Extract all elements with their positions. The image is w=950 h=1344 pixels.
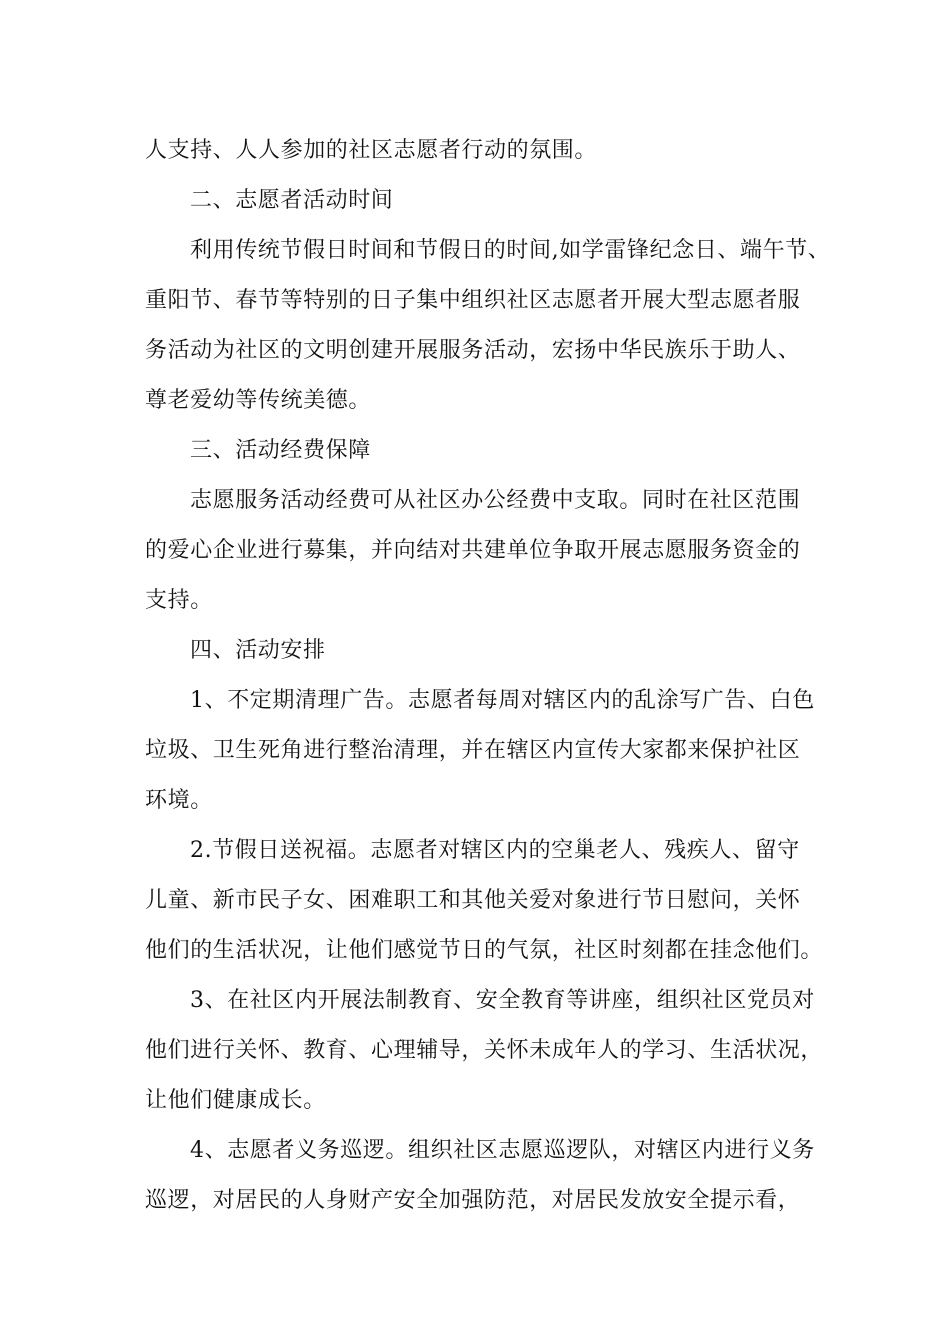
section-heading-arrangement: 四、活动安排 xyxy=(190,638,326,663)
text-line: 环境。 xyxy=(145,788,213,813)
text-line: 他们进行关怀、教育、心理辅导，关怀未成年人的学习、生活状况， xyxy=(145,1038,824,1063)
text-line: 重阳节、春节等特别的日子集中组织社区志愿者开展大型志愿者服 xyxy=(145,288,801,313)
text-line: 利用传统节假日时间和节假日的时间,如学雷锋纪念日、端午节、 xyxy=(190,238,831,263)
text-line: 3、在社区内开展法制教育、安全教育等讲座，组织社区党员对 xyxy=(190,988,815,1013)
text-line: 巡逻，对居民的人身财产安全加强防范，对居民发放安全提示看， xyxy=(145,1188,801,1213)
text-line: 2.节假日送祝福。志愿者对辖区内的空巢老人、残疾人、留守 xyxy=(190,838,800,863)
section-heading-time: 二、志愿者活动时间 xyxy=(190,188,394,213)
text-line: 垃圾、卫生死角进行整治清理，并在辖区内宣传大家都来保护社区 xyxy=(145,738,801,763)
text-line: 尊老爱幼等传统美德。 xyxy=(145,388,372,413)
text-line: 他们的生活状况，让他们感觉节日的气氛，社区时刻都在挂念他们。 xyxy=(145,938,824,963)
text-line: 志愿服务活动经费可从社区办公经费中支取。同时在社区范围 xyxy=(190,488,801,513)
text-line: 的爱心企业进行募集，并向结对共建单位争取开展志愿服务资金的 xyxy=(145,538,801,563)
text-line: 支持。 xyxy=(145,588,213,613)
text-line: 人支持、人人参加的社区志愿者行动的氛围。 xyxy=(145,138,598,163)
text-line: 务活动为社区的文明创建开展服务活动，宏扬中华民族乐于助人、 xyxy=(145,338,801,363)
text-line: 4、志愿者义务巡逻。组织社区志愿巡逻队，对辖区内进行义务 xyxy=(190,1138,815,1163)
text-line: 让他们健康成长。 xyxy=(145,1088,326,1113)
text-line: 1、不定期清理广告。志愿者每周对辖区内的乱涂写广告、白色 xyxy=(190,688,815,713)
section-heading-funding: 三、活动经费保障 xyxy=(190,438,371,463)
text-line: 儿童、新市民子女、困难职工和其他关爱对象进行节日慰问，关怀 xyxy=(145,888,801,913)
